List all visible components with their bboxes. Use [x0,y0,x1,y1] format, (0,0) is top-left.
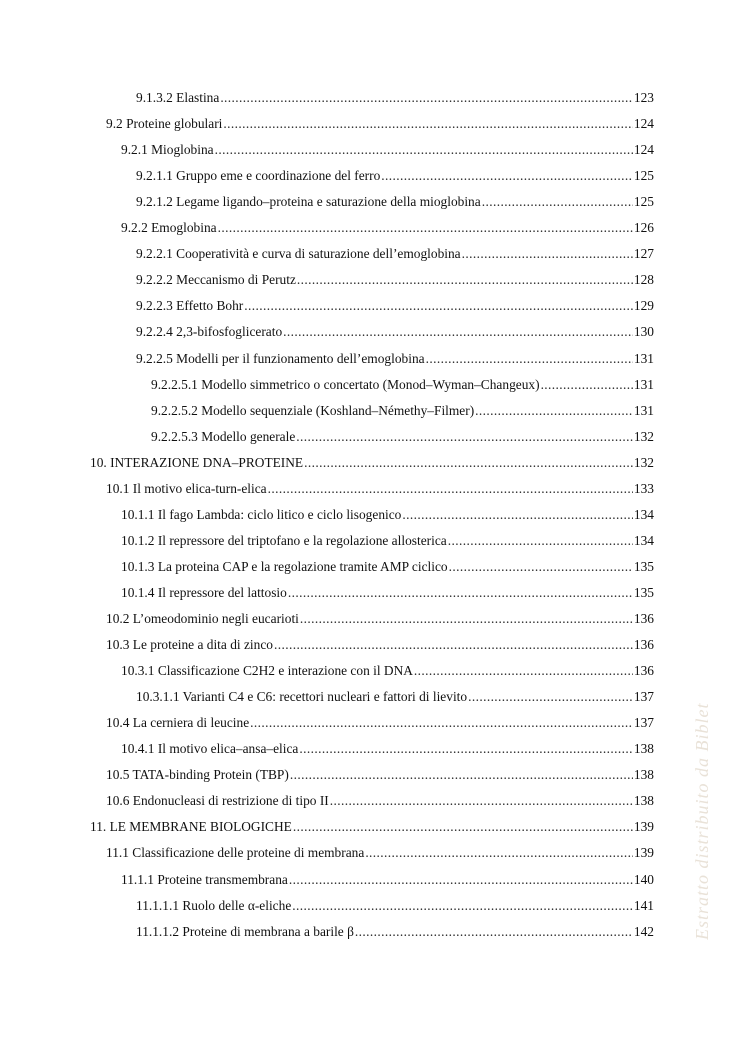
toc-entry-label: 11.1.1.1 Ruolo delle α-eliche [136,898,292,913]
toc-entry-label: 10.4.1 Il motivo elica–ansa–elica [121,741,299,756]
toc-entry-label: 11.1.1.2 Proteine di membrana a barile β [136,924,354,939]
toc-entry-page-number: 135 [633,585,654,600]
toc-entry-label: 9.2.2.3 Effetto Bohr [136,298,244,313]
toc-entry[interactable] [136,86,654,106]
dot-leader [297,272,633,288]
toc-entry-label: 10.1 Il motivo elica-turn-elica [106,481,267,496]
toc-entry-page-number: 136 [633,637,654,652]
toc-entry-page-number: 123 [633,90,654,105]
toc-entry[interactable] [121,138,654,158]
toc-entry-label: 10.6 Endonucleasi di restrizione di tipo II [106,793,329,808]
dot-leader [414,663,633,679]
toc-entry-page-number: 129 [633,298,654,313]
toc-entry[interactable] [106,477,654,497]
toc-entry-label: 9.2.2 Emoglobina [121,220,217,235]
toc-entry[interactable] [151,399,654,419]
dot-leader [448,533,633,549]
toc-entry-label: 11.1.1 Proteine transmembrana [121,872,288,887]
toc-entry-page-number: 138 [633,793,654,808]
toc-entry-page-number: 136 [633,663,654,678]
toc-entry[interactable] [90,451,654,471]
toc-entry-label: 10. INTERAZIONE DNA–PROTEINE [90,455,304,470]
dot-leader [355,924,633,940]
toc-entry-label: 11.1 Classificazione delle proteine di membrana [106,845,365,860]
toc-entry[interactable] [121,529,654,549]
dot-leader [299,741,633,757]
toc-entry-page-number: 124 [633,116,654,131]
toc-entry[interactable] [106,789,654,809]
toc-entry-page-number: 132 [633,455,654,470]
toc-entry-label: 9.2.2.4 2,3-bifosfoglicerato [136,324,283,339]
dot-leader [304,455,633,471]
dot-leader [381,168,633,184]
toc-entry-page-number: 136 [633,611,654,626]
dot-leader [293,819,633,835]
toc-entry-page-number: 141 [633,898,654,913]
dot-leader [220,90,633,106]
dot-leader [475,403,633,419]
toc-entry-page-number: 138 [633,767,654,782]
dot-leader [462,246,633,262]
toc-entry[interactable] [121,659,654,679]
toc-entry-label: 10.3.1.1 Varianti C4 e C6: recettori nucleari e fattori di lievito [136,689,468,704]
toc-entry-page-number: 137 [633,715,654,730]
toc-entry[interactable] [121,216,654,236]
toc-entry[interactable] [106,841,654,861]
toc-entry[interactable] [121,555,654,575]
toc-entry[interactable] [136,894,654,914]
toc-entry-label: 9.1.3.2 Elastina [136,90,220,105]
toc-entry-label: 9.2.1.1 Gruppo eme e coordinazione del ferro [136,168,381,183]
watermark: Estratto distribuito da Biblet [692,702,712,940]
dot-leader [218,220,633,236]
dot-leader [250,715,633,731]
toc-entry[interactable] [136,320,654,340]
toc-entry[interactable] [136,294,654,314]
toc-entry-page-number: 131 [633,403,654,418]
dot-leader [283,324,633,340]
toc-entry-page-number: 134 [633,533,654,548]
toc-entry-label: 9.2.2.2 Meccanismo di Perutz [136,272,296,287]
toc-entry-page-number: 125 [633,194,654,209]
toc-entry-page-number: 135 [633,559,654,574]
toc-entry-label: 9.2.2.1 Cooperatività e curva di saturazione dell’emoglobina [136,246,461,261]
toc-entry-label: 9.2.1 Mioglobina [121,142,214,157]
toc-entry-label: 11. LE MEMBRANE BIOLOGICHE [90,819,292,834]
toc-entry-page-number: 134 [633,507,654,522]
toc-entry-label: 10.1.1 Il fago Lambda: ciclo litico e ciclo lisogenico [121,507,402,522]
toc-entry[interactable] [106,633,654,653]
toc-entry[interactable] [151,425,654,445]
toc-entry-label: 9.2 Proteine globulari [106,116,223,131]
toc-entry-label: 9.2.2.5.1 Modello simmetrico o concertato (Monod–Wyman–Changeux) [151,377,540,392]
toc-entry[interactable] [121,581,654,601]
toc-entry-label: 9.2.1.2 Legame ligando–proteina e saturazione della mioglobina [136,194,481,209]
dot-leader [244,298,633,314]
toc-entry-page-number: 131 [633,377,654,392]
toc-entry-label: 10.1.2 Il repressore del triptofano e la regolazione allosterica [121,533,447,548]
toc-entry-page-number: 137 [633,689,654,704]
toc-entry-page-number: 133 [633,481,654,496]
dot-leader [482,194,633,210]
dot-leader [300,611,633,627]
toc-entry-label: 10.3.1 Classificazione C2H2 e interazione con il DNA [121,663,413,678]
toc-entry-page-number: 139 [633,819,654,834]
dot-leader [274,637,633,653]
toc-entry[interactable] [106,112,654,132]
dot-leader [268,481,633,497]
toc-entry-page-number: 128 [633,272,654,287]
toc-entry[interactable] [121,737,654,757]
toc-entry-label: 9.2.2.5.3 Modello generale [151,429,296,444]
dot-leader [215,142,633,158]
dot-leader [223,116,633,132]
toc-entry[interactable] [106,763,654,783]
dot-leader [541,377,633,393]
toc-entry[interactable] [136,347,654,367]
toc-entry-page-number: 127 [633,246,654,261]
toc-entry-page-number: 140 [633,872,654,887]
toc-entry[interactable] [136,920,654,940]
toc-entry-page-number: 138 [633,741,654,756]
toc-entry[interactable] [106,607,654,627]
dot-leader [292,898,633,914]
toc-entry-label: 10.4 La cerniera di leucine [106,715,250,730]
toc-entry[interactable] [151,373,654,393]
toc-entry-label: 10.1.3 La proteina CAP e la regolazione tramite AMP ciclico [121,559,448,574]
toc-entry[interactable] [106,711,654,731]
toc-entry[interactable] [136,190,654,210]
toc-entry[interactable] [136,164,654,184]
toc-entry-page-number: 132 [633,429,654,444]
toc-entry-page-number: 124 [633,142,654,157]
toc-entry-page-number: 139 [633,845,654,860]
dot-leader [402,507,633,523]
dot-leader [449,559,633,575]
toc-entry[interactable] [136,242,654,262]
toc-entry-label: 10.5 TATA-binding Protein (TBP) [106,767,289,782]
toc-entry-page-number: 125 [633,168,654,183]
toc-entry[interactable] [90,815,654,835]
dot-leader [290,767,633,783]
dot-leader [365,845,633,861]
dot-leader [288,585,633,601]
toc-entry-page-number: 131 [633,351,654,366]
toc-entry-label: 9.2.2.5 Modelli per il funzionamento dell’emoglobina [136,351,425,366]
toc-entry[interactable] [136,268,654,288]
toc-entry-page-number: 142 [633,924,654,939]
toc-entry-label: 10.3 Le proteine a dita di zinco [106,637,273,652]
toc-entry-page-number: 126 [633,220,654,235]
toc-entry-label: 10.2 L’omeodominio negli eucarioti [106,611,299,626]
toc-entry-label: 9.2.2.5.2 Modello sequenziale (Koshland–Némethy–Filmer) [151,403,475,418]
toc-entry[interactable] [121,868,654,888]
dot-leader [289,872,633,888]
dot-leader [296,429,633,445]
toc-entry-label: 10.1.4 Il repressore del lattosio [121,585,287,600]
toc-entry-page-number: 130 [633,324,654,339]
dot-leader [426,351,633,367]
toc-entry[interactable] [136,685,654,705]
dot-leader [330,793,633,809]
toc-entry[interactable] [121,503,654,523]
dot-leader [468,689,633,705]
